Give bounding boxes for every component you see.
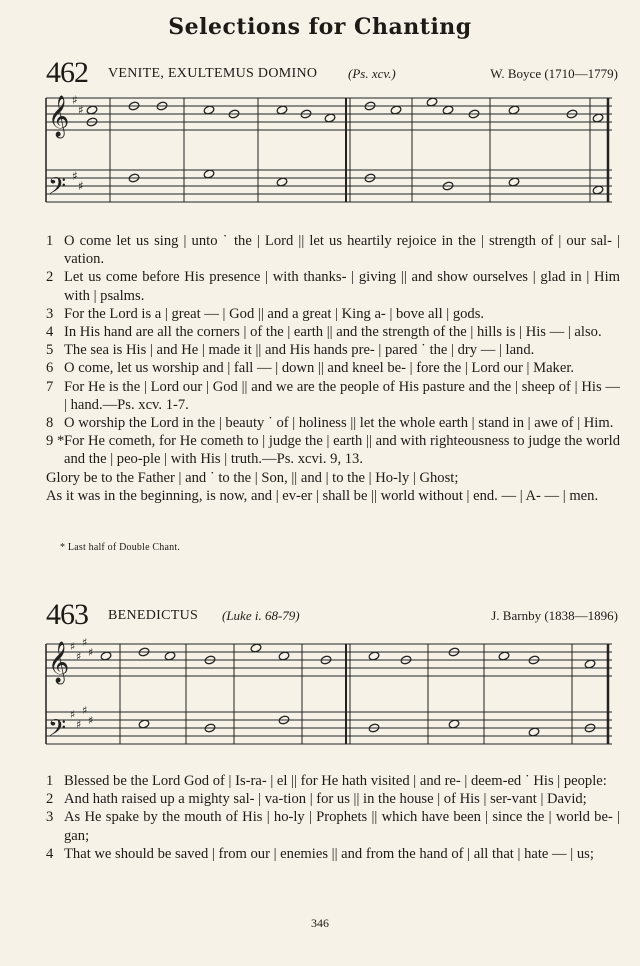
scripture-reference: (Luke i. 68-79) (222, 608, 300, 623)
verse-line (46, 359, 620, 377)
verse-text: O worship the Lord in the | beauty ˙ of | holiness || let the whole earth | stand in | awe of | Him. (64, 415, 614, 432)
verse-line (46, 772, 620, 790)
verse-text: Glory be to the Father | and ˙ to the | Son, || and | to the | Ho-ly | Ghost; (46, 469, 459, 486)
scripture-reference: (Ps. xcv.) (348, 66, 396, 81)
verse-text: That we should be saved | from our | enemies || and from the hand of | all that | hate — | us; (64, 845, 594, 862)
verse-line (46, 323, 620, 341)
svg-text:♯: ♯ (76, 650, 82, 663)
verse-text: For He is the | Lord our | God || and we are the people of His pasture and the | sheep of | His — | hand.—Ps. xcv. 1-7. (64, 378, 620, 413)
composer-credit: J. Barnby (1838—1896) (491, 608, 618, 623)
hymn-463-header (40, 598, 618, 632)
verse-line (46, 341, 620, 359)
verse-text: The sea is His | and He | made it || and His hands pre- | pared ˙ the | dry — | land. (64, 342, 535, 359)
verse-number: 7 (46, 378, 54, 395)
hymn-title: BENEDICTUS (108, 608, 199, 623)
hymn-number: 463 (46, 598, 88, 631)
footnote: * Last half of Double Chant. (60, 542, 181, 553)
verse-number: 1 (46, 233, 54, 249)
svg-text:𝄞: 𝄞 (48, 642, 70, 683)
svg-text:♯: ♯ (82, 636, 88, 649)
verse-line (46, 305, 620, 323)
verse-text: Blessed be the Lord God of | Is-ra- | el || for He hath visited | and re- | deem-ed ˙ His | people: (64, 773, 607, 789)
verse-text: And hath raised up a mighty sal- | va-tion | for us || in the house | of His | ser-vant | David; (64, 791, 587, 808)
doxology-line (46, 469, 620, 487)
verse-number: 2 (46, 791, 54, 808)
verse-line (46, 808, 620, 844)
verse-number: 9 * (46, 433, 65, 450)
verse-line (46, 378, 620, 414)
verse-text: As it was in the beginning, is now, and | ev-er | shall be || world without | end. — | A- — | men. (46, 487, 599, 504)
verses-462 (46, 232, 620, 505)
doxology-line (46, 487, 620, 505)
verse-line (46, 432, 620, 468)
svg-text:𝄢: 𝄢 (48, 714, 67, 747)
music-score-463 (44, 634, 616, 756)
verse-line (46, 268, 620, 304)
svg-text:♯: ♯ (70, 640, 76, 653)
verse-number: 8 (46, 415, 54, 432)
verse-number: 5 (46, 342, 54, 359)
music-score-462 (44, 90, 616, 216)
verse-number: 6 (46, 360, 54, 377)
verse-line (46, 845, 620, 863)
verse-number: 4 (46, 324, 54, 341)
hymn-title: VENITE, EXULTEMUS DOMINO (108, 66, 318, 81)
svg-text:♯: ♯ (72, 169, 78, 183)
verse-number: 3 (46, 305, 54, 322)
verse-text: For He cometh, for He cometh to | judge the | earth || and with righteousness to judge the world and the | peo-ple | with His | truth.—Ps. xcvi. 9, 13. (64, 433, 620, 468)
composer-credit: W. Boyce (1710—1779) (490, 66, 618, 81)
verse-number: 2 (46, 269, 54, 286)
verse-text: For the Lord is a | great — | God || and a great | King a- | bove all | gods. (64, 305, 485, 322)
hymn-462-header (40, 56, 618, 90)
page-number: 346 (311, 916, 329, 930)
svg-text:𝄞: 𝄞 (48, 96, 70, 137)
verse-text: Let us come before His presence | with thanks- | giving || and show ourselves | glad in | Him with | psalms. (64, 269, 620, 304)
svg-text:♯: ♯ (78, 103, 84, 117)
svg-text:𝄢: 𝄢 (48, 172, 67, 205)
svg-text:♯: ♯ (78, 179, 84, 193)
verse-text: As He spake by the mouth of His | ho-ly | Prophets || which have been | since the | world be- | gan; (64, 809, 620, 844)
svg-text:♯: ♯ (76, 718, 82, 731)
verse-text: O come, let us worship and | fall — | down || and kneel be- | fore the | Lord our | Maker. (64, 360, 575, 377)
verse-number: 3 (46, 809, 54, 826)
hymn-number: 462 (46, 56, 88, 89)
verse-line (46, 790, 620, 808)
svg-text:♯: ♯ (88, 646, 94, 659)
svg-text:♯: ♯ (82, 704, 88, 717)
verse-text: O come let us sing | unto ˙ the | Lord || let us heartily rejoice in the | strength of | our sal- | vation. (64, 233, 620, 268)
verse-number: 4 (46, 845, 54, 862)
verse-text: In His hand are all the corners | of the | earth || and the strength of the | hills is | His — | also. (64, 324, 602, 341)
verse-number: 1 (46, 773, 54, 789)
verse-line (46, 232, 620, 268)
verses-463 (46, 772, 620, 863)
svg-text:♯: ♯ (72, 93, 78, 107)
page-title: Selections for Chanting (168, 14, 472, 40)
verse-line (46, 414, 620, 432)
svg-text:♯: ♯ (88, 714, 94, 727)
svg-text:♯: ♯ (70, 708, 76, 721)
